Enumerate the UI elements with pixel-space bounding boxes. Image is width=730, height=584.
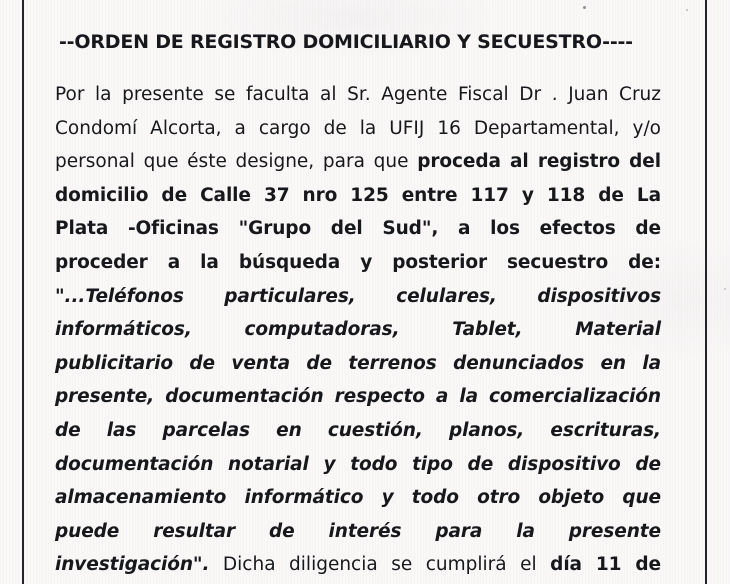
text-line [55,515,661,549]
text-line [55,78,661,112]
text-segment: día 11 de [550,554,662,576]
text-line [55,380,661,414]
text-segment: de las parcelas en cuestión, planos, escrituras, [55,419,661,441]
text-segment: publicitario de venta de terrenos denunciados en la [55,352,661,374]
text-line [55,112,661,146]
text-segment: informáticos, computadoras, Tablet, Material [55,319,661,341]
scan-speck [583,6,586,9]
text-line [55,548,661,582]
text-line [55,313,661,347]
text-segment: puede resultar de interés para la presente [55,520,661,542]
text-segment: almacenamiento informático y todo otro objeto que [55,487,661,509]
text-segment: documentación notarial y todo tipo de dispositivo de [55,453,661,475]
scan-speck [686,9,688,11]
text-line [55,179,661,213]
text-segment: presente, documentación respecto a la comercialización [55,386,661,408]
text-line [55,145,661,179]
scan-speck [724,288,726,290]
text-line [55,481,661,515]
text-segment: Plata -Oficinas "Grupo del Sud", a los efectos de [55,218,661,240]
text-line [55,448,661,482]
text-line [55,347,661,381]
text-line [55,414,661,448]
text-line [55,246,661,280]
left-border-line [22,0,24,584]
text-line [55,212,661,246]
text-segment: personal que éste designe, para que [55,151,409,173]
text-segment: Condomí Alcorta, a cargo de la UFIJ 16 Departamental, y/o [55,117,661,139]
text-segment: "...Teléfonos particulares, celulares, dispositivos [55,285,661,307]
document-title: --ORDEN DE REGISTRO DOMICILIARIO Y SECUESTRO---- [59,31,633,53]
text-segment: proceda al registro del [417,151,661,173]
document-body [55,78,661,582]
document-content [55,30,661,582]
text-line [55,280,661,314]
text-segment: Por la presente se faculta al Sr. Agente Fiscal Dr . Juan Cruz [55,84,661,105]
text-segment: domicilio de Calle 37 nro 125 entre 117 y 118 de La [55,184,661,206]
text-segment: investigación". [55,554,210,576]
right-border-line [705,0,707,584]
text-segment: Dicha diligencia se cumplirá el [222,554,537,576]
text-segment: proceder a la búsqueda y posterior secuestro de: [55,251,661,273]
